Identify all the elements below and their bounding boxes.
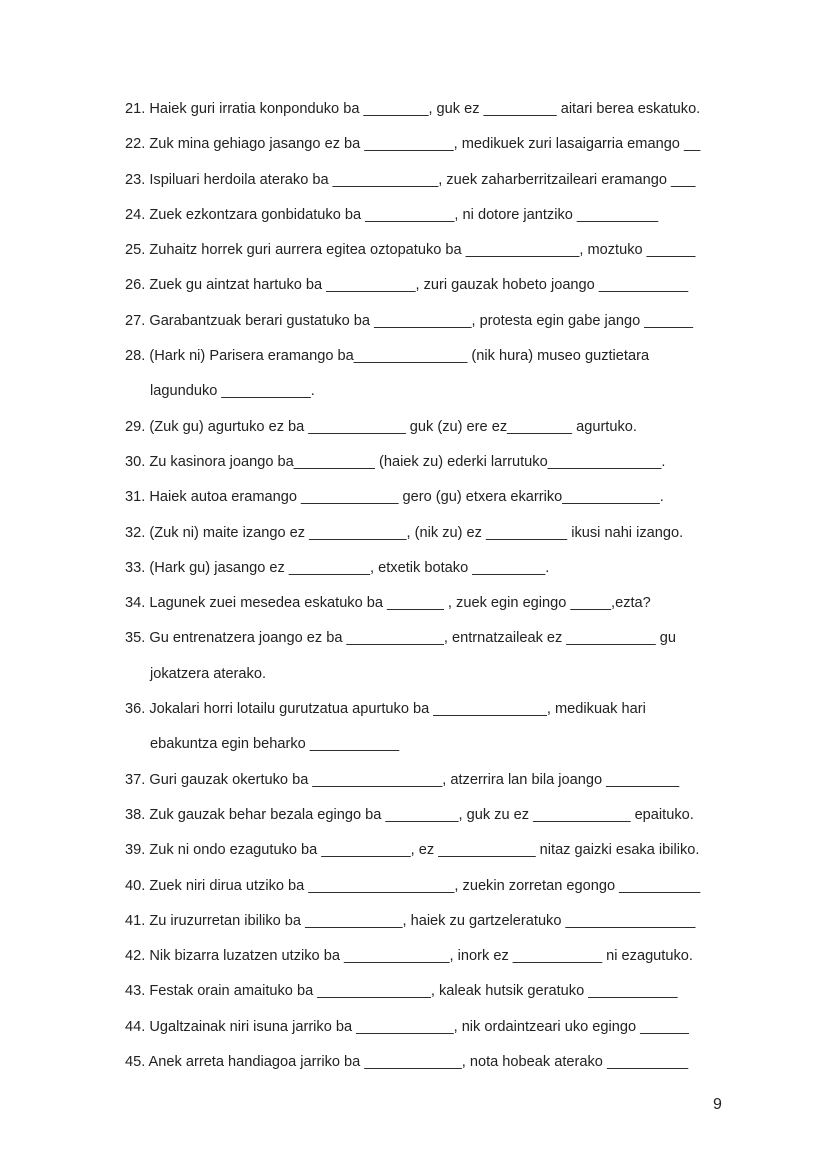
exercise-line: 21. Haiek guri irratia konponduko ba ________, guk ez _________ aitari berea eskatuko.	[125, 101, 701, 117]
exercise-line: 22. Zuk mina gehiago jasango ez ba ___________, medikuek zuri lasaigarria emango __	[125, 136, 701, 153]
exercise-line: 25. Zuhaitz horrek guri aurrera egitea oztopatuko ba ______________, moztuko ______	[125, 242, 696, 259]
exercise-line-continuation: lagunduko ___________.	[150, 383, 315, 400]
exercise-line: 28. (Hark ni) Parisera eramango ba______________ (nik hura) museo guztietara	[125, 348, 650, 365]
exercise-line-continuation: jokatzera aterako.	[150, 665, 267, 682]
exercise-line-continuation: ebakuntza egin beharko ___________	[150, 736, 400, 753]
exercise-line: 35. Gu entrenatzera joango ez ba ____________, entrnatzaileak ez ___________ gu	[125, 630, 676, 647]
exercise-line: 41. Zu iruzurretan ibiliko ba ____________, haiek zu gartzeleratuko ________________	[125, 912, 696, 929]
exercise-line: 27. Garabantzuak berari gustatuko ba ____________, protesta egin gabe jango ______	[125, 312, 693, 329]
exercise-line: 33. (Hark gu) jasango ez __________, etxetik botako _________.	[125, 559, 550, 576]
exercise-line: 39. Zuk ni ondo ezagutuko ba ___________, ez ____________ nitaz gaizki esaka ibiliko.	[125, 842, 700, 859]
exercise-line: 29. (Zuk gu) agurtuko ez ba ____________ guk (zu) ere ez________ agurtuko.	[125, 418, 637, 435]
exercise-line: 43. Festak orain amaituko ba ______________, kaleak hutsik geratuko ___________	[125, 983, 678, 1000]
exercise-line: 34. Lagunek zuei mesedea eskatuko ba _______ , zuek egin egingo _____,ezta?	[125, 595, 651, 612]
exercise-line: 38. Zuk gauzak behar bezala egingo ba _________, guk zu ez ____________ epaituko.	[125, 806, 694, 823]
exercise-line: 36. Jokalari horri lotailu gurutzatua apurtuko ba ______________, medikuak hari	[125, 701, 646, 718]
exercise-line: 45. Anek arreta handiagoa jarriko ba ____________, nota hobeak aterako __________	[125, 1054, 689, 1071]
exercise-line: 31. Haiek autoa eramango ____________ gero (gu) etxera ekarriko____________.	[125, 489, 664, 506]
exercise-line: 24. Zuek ezkontzara gonbidatuko ba ___________, ni dotore jantziko __________	[125, 206, 659, 223]
exercise-line: 42. Nik bizarra luzatzen utziko ba _____________, inork ez ___________ ni ezagutuko.	[125, 948, 693, 965]
exercise-line: 37. Guri gauzak okertuko ba ________________, atzerrira lan bila joango _________	[125, 771, 680, 788]
exercise-line: 32. (Zuk ni) maite izango ez ____________, (nik zu) ez __________ ikusi nahi izango.	[125, 524, 684, 541]
exercise-list	[125, 96, 735, 1084]
exercise-line: 23. Ispiluari herdoila aterako ba _____________, zuek zaharberritzaileari eramango ___	[125, 171, 696, 188]
page-number: 9	[713, 1096, 722, 1113]
exercise-line: 30. Zu kasinora joango ba__________ (haiek zu) ederki larrutuko______________.	[125, 453, 666, 470]
exercise-line: 26. Zuek gu aintzat hartuko ba ___________, zuri gauzak hobeto joango ___________	[125, 277, 689, 294]
exercise-line: 40. Zuek niri dirua utziko ba __________________, zuekin zorretan egongo __________	[125, 877, 701, 894]
exercise-line: 44. Ugaltzainak niri isuna jarriko ba ____________, nik ordaintzeari uko egingo ______	[125, 1018, 689, 1035]
